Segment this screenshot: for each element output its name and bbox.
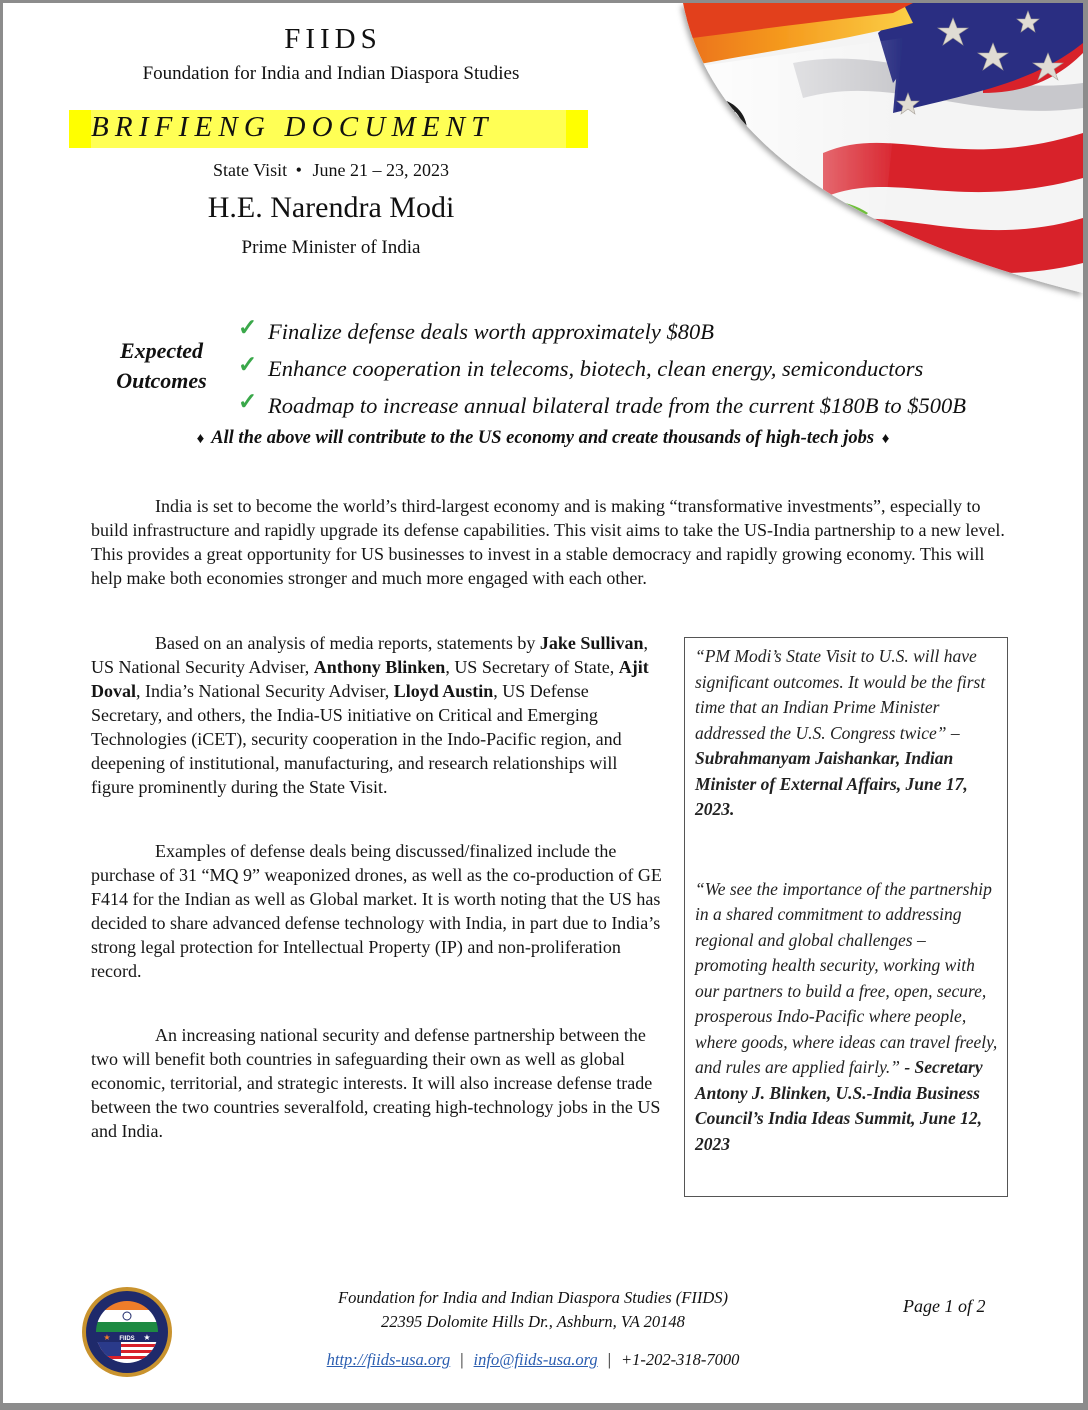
diamond-icon: ♦ — [881, 431, 890, 447]
person-name: Jake Sullivan — [539, 633, 644, 653]
expected-outcomes-label — [99, 336, 224, 396]
paragraph-text: Based on an analysis of media reports, statements by — [155, 633, 540, 653]
outcome-item — [238, 350, 966, 387]
outcome-text: Finalize defense deals worth approximately $80B — [268, 318, 714, 344]
person-name: Lloyd Austin — [393, 681, 494, 701]
quote-text: “PM Modi’s State Visit to U.S. will have significant outcomes. It would be the first time that an Indian Prime Minister addressed the U.S. Congress twice” – — [695, 646, 986, 743]
visit-label: State Visit — [213, 160, 288, 180]
label-line-2: Outcomes — [116, 368, 207, 393]
outcomes-tagline — [3, 428, 1083, 449]
checkmark-icon: ✓ — [238, 351, 258, 377]
phone-number: +1-202-318-7000 — [620, 1350, 740, 1369]
paragraph-text: , US National Security Adviser, — [91, 633, 648, 677]
outcomes-list — [238, 313, 966, 424]
india-us-flag-image — [653, 3, 1083, 303]
quote-jaishankar — [695, 644, 999, 823]
org-name: Foundation for India and Indian Diaspora Studies — [142, 63, 520, 84]
svg-text:FIIDS: FIIDS — [119, 1336, 135, 1342]
website-link[interactable]: http://fiids-usa.org — [326, 1350, 451, 1369]
document-page — [3, 3, 1083, 1403]
outcome-text: Roadmap to increase annual bilateral trade from the current $180B to $500B — [268, 392, 967, 418]
partnership-paragraph — [91, 1023, 663, 1143]
document-title: BRIFIENG DOCUMENT — [91, 111, 494, 143]
diamond-icon: ♦ — [196, 431, 205, 447]
label-line-1: Expected — [119, 338, 204, 363]
quote-text: “We see the importance of the partnership in a shared commitment to addressing regional and global challenges – promoting health security, working with our partners to build a free, open, secure, prosperous Indo-Pacific where people, where goods, where ideas can travel freely, and rules are applied fairly.” — [695, 878, 998, 1077]
quote-attribution: Subrahmanyam Jaishankar, Indian Minister of External Affairs, June 17, 2023. — [695, 748, 968, 819]
defense-deals-paragraph — [91, 839, 663, 983]
outcome-item — [238, 387, 966, 424]
paragraph-text: , US Defense Secretary, and others, the India-US initiative on Critical and Emerging Technologies (iCET), security cooperation in the Indo-Pacific region, and deepening of institutional, manufacturing, and research relationships will figure prominently during the State Visit. — [91, 681, 622, 797]
quote-blinken — [695, 877, 999, 1158]
email-link[interactable]: info@fiids-usa.org — [473, 1350, 598, 1369]
paragraph-text: An increasing national security and defense partnership between the two will benefit both countries in safeguarding their own as well as global economic, territorial, and strategic interests. It will also increase defense trade between the two countries severalfold, creating high-technology jobs in the US and India. — [91, 1025, 661, 1141]
leader-role: Prime Minister of India — [241, 237, 421, 258]
person-name: Anthony Blinken — [313, 657, 446, 677]
analysis-paragraph — [91, 631, 663, 799]
page-number: Page 1 of 2 — [903, 1296, 986, 1316]
quotes-sidebar — [684, 637, 1008, 1197]
svg-text:★: ★ — [103, 1333, 111, 1342]
checkmark-icon: ✓ — [238, 314, 258, 340]
footer-contact — [253, 1350, 813, 1370]
bullet-separator: • — [295, 160, 302, 180]
visit-dates: June 21 – 23, 2023 — [312, 160, 449, 180]
footer-address-block — [253, 1286, 813, 1334]
separator: | — [607, 1350, 611, 1369]
person-name: Ajit Doval — [91, 657, 649, 701]
paragraph-text: Examples of defense deals being discussed/finalized include the purchase of 31 “MQ 9” weaponized drones, as well as the co-production of GE F414 for the Indian as well as Global market. It is worth noting that the US has decided to share advanced defense technology with India, in part due to India’s strong legal protection for Intellectual Property (IP) and non-proliferation record. — [91, 841, 662, 981]
footer-org-name: Foundation for India and Indian Diaspora Studies (FIIDS) — [337, 1288, 728, 1307]
separator: | — [460, 1350, 464, 1369]
tagline-text: All the above will contribute to the US economy and create thousands of high-tech jobs — [211, 428, 875, 448]
visit-info — [3, 160, 659, 181]
intro-paragraph — [91, 494, 1013, 590]
org-acronym: FIIDS — [284, 23, 382, 55]
paragraph-text: , US Secretary of State, — [445, 657, 619, 677]
svg-text:★: ★ — [143, 1333, 151, 1342]
quote-attribution: - Secretary Antony J. Blinken, U.S.-India Business Council’s India Ideas Summit, June 12, 2023 — [695, 1057, 983, 1154]
paragraph-text: India is set to become the world’s third-largest economy and is making “transformative investments”, especially to build infrastructure and rapidly upgrade its defense capabilities. This visit aims to take the US-India partnership to a new level. This provides a great opportunity for US businesses to invest in a stable democracy and rapidly growing economy. This will help make both economies stronger and much more engaged with each other. — [91, 496, 1005, 588]
outcome-text: Enhance cooperation in telecoms, biotech, clean energy, semiconductors — [268, 355, 924, 381]
checkmark-icon: ✓ — [238, 388, 258, 414]
fiids-seal-logo — [81, 1286, 173, 1378]
paragraph-text: , India’s National Security Adviser, — [136, 681, 394, 701]
outcome-item — [238, 313, 966, 350]
footer-address: 22395 Dolomite Hills Dr., Ashburn, VA 20148 — [381, 1312, 685, 1331]
leader-name: H.E. Narendra Modi — [207, 191, 455, 224]
